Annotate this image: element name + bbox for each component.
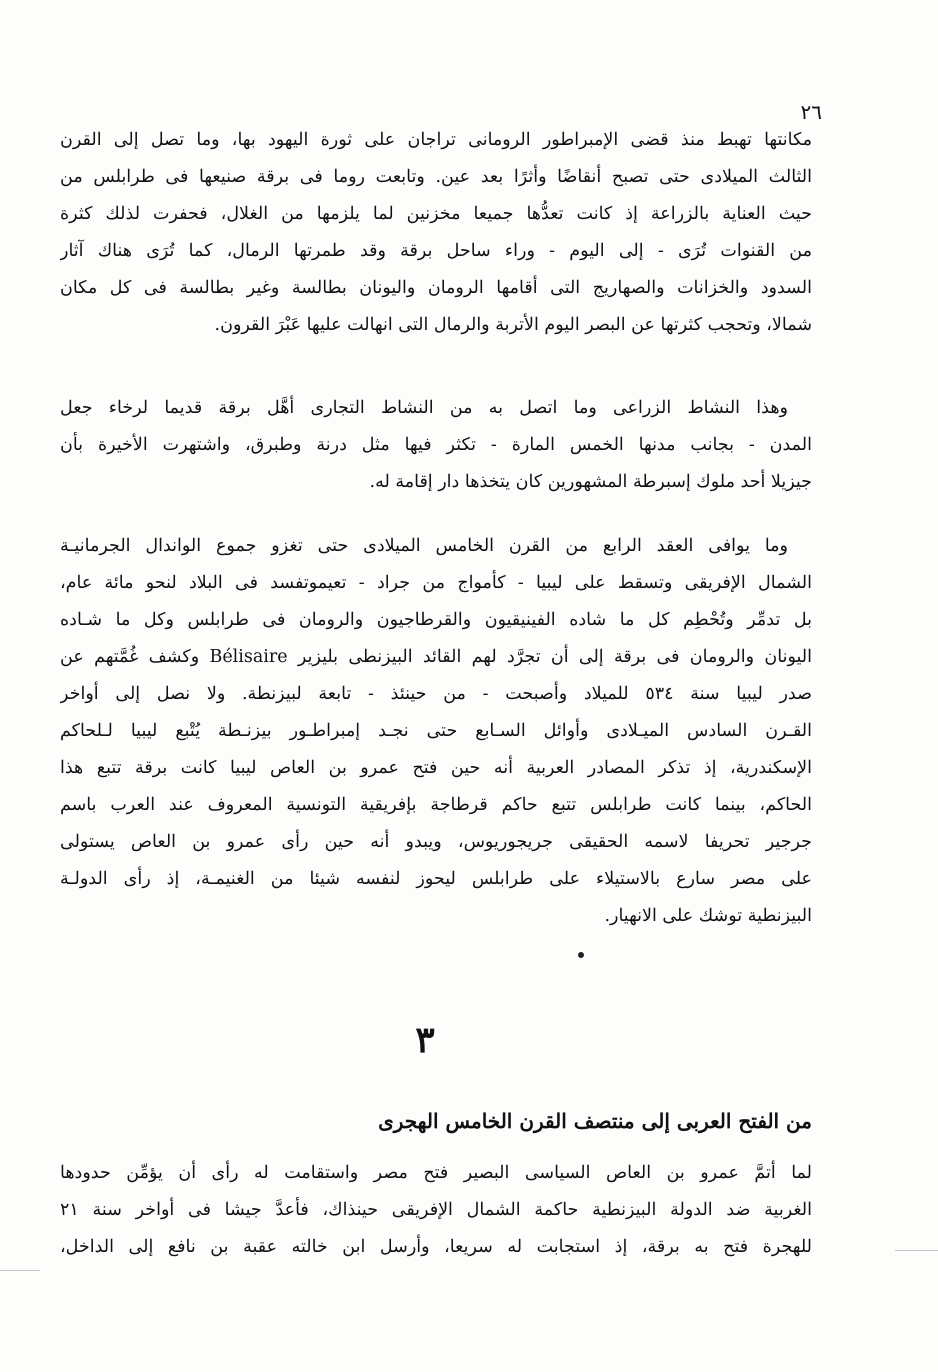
paragraph-line: الغربية ضد الدولة البيزنطية حاكمة الشمال الإفريقى حينذاك، فأعدَّ جيشا فى أواخر سنة ٢١	[60, 1200, 812, 1220]
paragraph-2	[60, 390, 812, 501]
paragraph-line: لما أتمَّ عمرو بن العاص السياسى البصير فتح مصر واستقامت له رأى أن يؤمِّن حدودها	[60, 1163, 812, 1183]
paragraph-line: وما يوافى العقد الرابع من القرن الخامس الميلادى حتى تغزو جموع الواندال الجرمانيـة	[60, 536, 788, 556]
paragraph-line: شمالا، وتحجب كثرتها عن البصر اليوم الأتربة والرمال التى انهالت عليها عَبْرَ القرون.	[214, 315, 812, 335]
scan-edge-mark	[0, 1270, 40, 1271]
section-number: ٣	[415, 1019, 435, 1061]
section-heading: من الفتح العربى إلى منتصف القرن الخامس الهجرى	[378, 1109, 812, 1133]
paragraph-line: مكانتها تهبط منذ قضى الإمبراطور الرومانى تراجان على ثورة اليهود بها، وما تصل إلى القرن	[60, 130, 812, 150]
paragraph-line: من القنوات تُرَى - إلى اليوم - وراء ساحل برقة وقد طمرتها الرمال، كما تُرَى هناك آثار	[60, 241, 812, 261]
page-number: ٢٦	[800, 100, 822, 124]
paragraph-line: وهذا النشاط الزراعى وما اتصل به من النشاط التجارى أهَّل برقة قديما لرخاء جعل	[60, 398, 788, 418]
paragraph-3	[60, 528, 812, 935]
paragraph-line: صدر ليبيا سنة ٥٣٤ للميلاد وأصبحت - من حينئذ - تابعة لبيزنطة. ولا نصل إلى أواخر	[60, 684, 812, 704]
paragraph-1	[60, 122, 812, 344]
paragraph-line: الإسكندرية، إذ تذكر المصادر العربية أنه حين فتح عمرو بن العاص ليبيا كانت برقة تتبع هذا	[60, 758, 812, 778]
paragraph-line: الشمال الإفريقى وتسقط على ليبيا - كأمواج من جراد - تعيموتفسد فى البلاد لنحو مائة عام،	[60, 573, 812, 593]
paragraph-line: السدود والخزانات والصهاريج التى أقامها الرومان واليونان بطالسة وغير بطالسة فى كل مكان	[60, 278, 812, 298]
paragraph-line: على مصر سارع بالاستيلاء على طرابلس ليحوز لنفسه شيئا من الغنيمـة، إذ رأى الدولـة	[60, 869, 812, 889]
paragraph-line: البيزنطية توشك على الانهيار.	[604, 906, 812, 926]
paragraph-line: حيث العناية بالزراعة إذ كانت تعدُّها جميعا مخزنين لما يلزمها من الغلال، فحفرت لذلك كثرة	[60, 204, 812, 224]
paragraph-line: بل تدمِّر وتُحْطِم كل ما شاده الفينيقيون والقرطاجيون والرومان فى طرابلس وكل ما شـاده	[60, 610, 812, 630]
paragraph-line: اليونان والرومان فى برقة إلى أن تجرَّد لهم القائد البيزنطى بليزير Bélisaire وكشف غُمَّتهم عن	[60, 647, 812, 667]
separator-dot	[578, 952, 584, 958]
scan-edge-mark	[895, 1250, 938, 1251]
paragraph-line: الثالث الميلادى حتى تصبح أنقاضًا وأثرًا بعد عين. وتابعت روما فى برقة صنيعها فى طرابلس من	[60, 167, 812, 187]
section-body	[60, 1155, 812, 1266]
paragraph-line: جرجير تحريفا لاسمه الحقيقى جريجوريوس، ويبدو أنه حين رأى عمرو بن العاص يستولى	[60, 832, 812, 852]
paragraph-line: للهجرة فتح به برقة، إذ استجابت له سريعا، وأرسل ابن خالته عقبة بن نافع إلى الداخل،	[60, 1237, 812, 1257]
paragraph-line: الحاكم، بينما كانت طرابلس تتبع حاكم قرطاجة بإفريقية التونسية المعروف عند العرب باسم	[60, 795, 812, 815]
paragraph-line: المدن - بجانب مدنها الخمس المارة - تكثر فيها مثل درنة وطبرق، واشتهرت الأخيرة بأن	[60, 435, 812, 455]
paragraph-line: القـرن السادس الميـلادى وأوائل السـابع حتى نجـد إمبراطـور بيزنـطة يُتْبع ليبيا لـلحاكم	[60, 721, 812, 741]
paragraph-line: جيزيلا أحد ملوك إسبرطة المشهورين كان يتخذها دار إقامة له.	[369, 472, 812, 492]
